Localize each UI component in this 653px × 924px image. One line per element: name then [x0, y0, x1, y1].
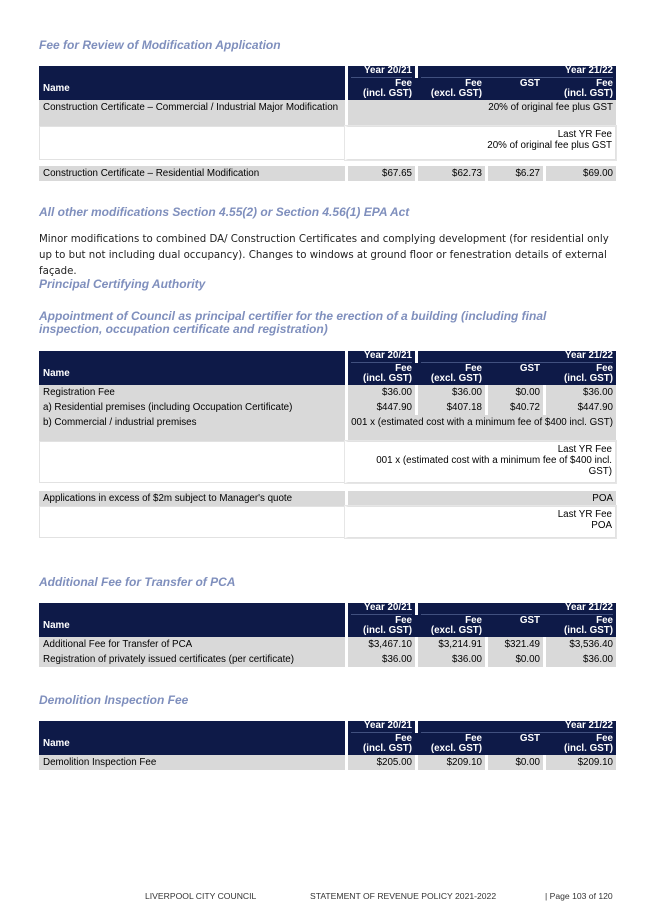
transfer-fee-table — [39, 603, 616, 667]
footer-org: LIVERPOOL CITY COUNCIL — [145, 891, 257, 901]
fee-excl-column-header: Fee (excl. GST) — [415, 615, 485, 637]
fee-incl-2122-column-header: Fee (incl. GST) — [543, 615, 616, 637]
fee-incl-2122-column-header: Fee (incl. GST) — [543, 363, 616, 385]
demolition-fee-table — [39, 721, 616, 770]
fee-incl-2122-column-header: Fee (incl. GST) — [543, 78, 616, 100]
year-2021-header: Year 20/21 — [351, 721, 412, 733]
table-row: Applications in excess of $2m subject to Manager's quote POA — [39, 491, 616, 506]
table-row-last-year: Last YR Fee 20% of original fee plus GST — [39, 126, 616, 160]
table-row: Construction Certificate – Residential Modification $67.65 $62.73 $6.27 $69.00 — [39, 166, 616, 181]
fee-incl-2122-column-header: Fee (incl. GST) — [543, 733, 616, 755]
section-heading: All other modifications Section 4.55(2) or Section 4.56(1) EPA Act — [39, 205, 410, 219]
year-2122-header: Year 21/22 — [421, 721, 613, 733]
fee-incl-column-header: Fee (incl. GST) — [345, 78, 415, 100]
fee-incl-column-header: Fee (incl. GST) — [345, 733, 415, 755]
year-2122-header: Year 21/22 — [421, 66, 613, 78]
name-column-header: Name — [39, 733, 345, 755]
section-heading: Demolition Inspection Fee — [39, 693, 189, 707]
fee-incl-column-header: Fee (incl. GST) — [345, 363, 415, 385]
table-row: Additional Fee for Transfer of PCA $3,467.10 $3,214.91 $321.49 $3,536.40 — [39, 637, 616, 652]
gst-column-header: GST — [485, 78, 543, 100]
year-2021-header: Year 20/21 — [351, 66, 412, 78]
year-2122-header: Year 21/22 — [421, 351, 613, 363]
fee-incl-column-header: Fee (incl. GST) — [345, 615, 415, 637]
gst-column-header: GST — [485, 615, 543, 637]
section-heading: Principal Certifying Authority — [39, 277, 206, 291]
footer-document-title: STATEMENT OF REVENUE POLICY 2021-2022 — [310, 891, 497, 901]
pca-fee-table — [39, 351, 616, 538]
table-row: Registration Fee $36.00 $36.00 $0.00 $36.00 — [39, 385, 616, 400]
gst-column-header: GST — [485, 363, 543, 385]
modification-fee-table — [39, 66, 616, 181]
fee-excl-column-header: Fee (excl. GST) — [415, 363, 485, 385]
fee-excl-column-header: Fee (excl. GST) — [415, 78, 485, 100]
gst-column-header: GST — [485, 733, 543, 755]
fee-excl-column-header: Fee (excl. GST) — [415, 733, 485, 755]
name-column-header: Name — [39, 615, 345, 637]
name-column-header: Name — [39, 78, 345, 100]
year-2021-header: Year 20/21 — [351, 603, 412, 615]
name-column-header: Name — [39, 363, 345, 385]
table-row: Demolition Inspection Fee $205.00 $209.10 $0.00 $209.10 — [39, 755, 616, 770]
table-row-last-year: Last YR Fee 001 x (estimated cost with a minimum fee of $400 incl. GST) — [39, 441, 616, 483]
year-2021-header: Year 20/21 — [351, 351, 412, 363]
section-heading: Additional Fee for Transfer of PCA — [39, 575, 236, 589]
section-heading: Fee for Review of Modification Application — [39, 38, 281, 52]
table-row: a) Residential premises (including Occupation Certificate) $447.90 $407.18 $40.72 $447.90 — [39, 400, 616, 415]
table-row-last-year: Last YR Fee POA — [39, 506, 616, 538]
table-row: Registration of privately issued certificates (per certificate) $36.00 $36.00 $0.00 $36.00 — [39, 652, 616, 667]
section-subheading: Appointment of Council as principal certifier for the erection of a building (including final inspection, occupation certificate and registration) — [39, 309, 547, 336]
table-row: b) Commercial / industrial premises 001 x (estimated cost with a minimum fee of $400 incl. GST) — [39, 415, 616, 441]
year-2122-header: Year 21/22 — [421, 603, 613, 615]
footer-page-number: | Page 103 of 120 — [545, 891, 613, 901]
section-paragraph: Minor modifications to combined DA/ Construction Certificates and complying development (for residential only up to but not including dual occupancy). Changes to windows at ground floor or fenestration details of external façade. — [39, 234, 609, 277]
table-row: Construction Certificate – Commercial / Industrial Major Modification 20% of original fee plus GST — [39, 100, 616, 126]
